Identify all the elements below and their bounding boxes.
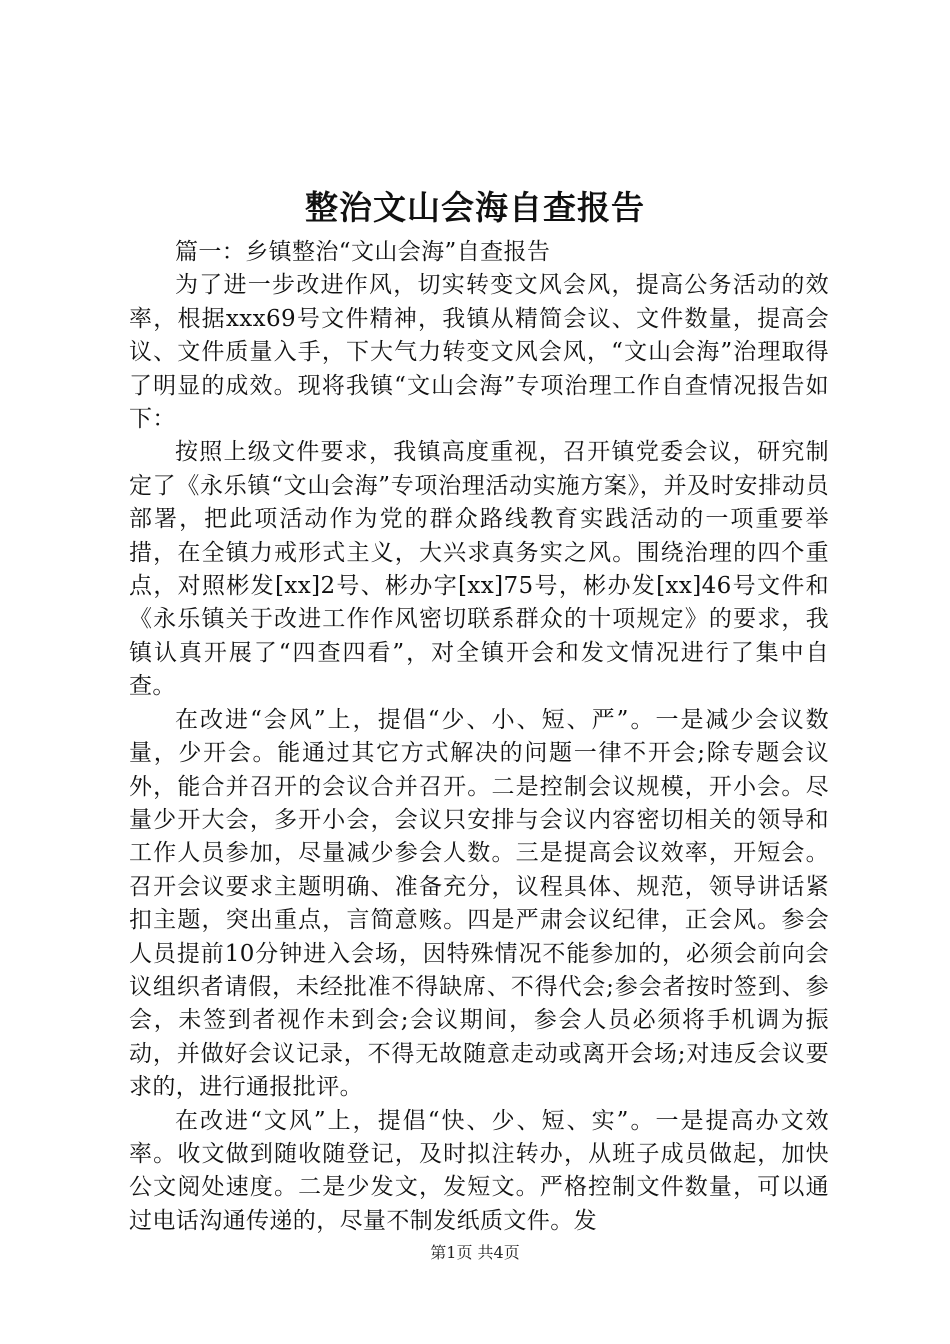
body-paragraph: 在改进“文风”上，提倡“快、少、短、实”。一是提高办文效率。收文做到随收随登记，及时拟注转办，从班子成员做起，加快公文阅处速度。二是少发文，发短文。严格控制文件数量，可以通过电话沟通传递的，尽量不制发纸质文件。发 <box>129 1107 829 1234</box>
body-paragraph: 为了进一步改进作风，切实转变文风会风，提高公务活动的效率，根据xxx69号文件精神，我镇从精简会议、文件数量，提高会议、文件质量入手，下大气力转变文风会风，“文山会海”治理取得了明显的成效。现将我镇“文山会海”专项治理工作自查情况报告如下： <box>129 272 829 433</box>
document-title: 整治文山会海自查报告 <box>305 188 645 227</box>
page-number-footer: 第1页 共4页 <box>430 1243 520 1262</box>
section-heading: 篇一：乡镇整治“文山会海”自查报告 <box>175 239 551 265</box>
body-paragraph: 在改进“会风”上，提倡“少、小、短、严”。一是减少会议数量，少开会。能通过其它方式解决的问题一律不开会;除专题会议外，能合并召开的会议合并召开。二是控制会议规模，开小会。尽量少开大会，多开小会，会议只安排与会议内容密切相关的领导和工作人员参加，尽量减少参会人数。三是提高会议效率，开短会。召开会议要求主题明确、准备充分，议程具体、规范，领导讲话紧扣主题，突出重点，言简意赅。四是严肃会议纪律，正会风。参会人员提前10分钟进入会场，因特殊情况不能参加的，必须会前向会议组织者请假，未经批准不得缺席、不得代会;参会者按时签到、参会，未签到者视作未到会;会议期间，参会人员必须将手机调为振动，并做好会议记录，不得无故随意走动或离开会场;对违反会议要求的，进行通报批评。 <box>129 706 829 1101</box>
body-paragraph: 按照上级文件要求，我镇高度重视，召开镇党委会议，研究制定了《永乐镇“文山会海”专项治理活动实施方案》，并及时安排动员部署，把此项活动作为党的群众路线教育实践活动的一项重要举措，在全镇力戒形式主义，大兴求真务实之风。围绕治理的四个重点，对照彬发[xx]2号、彬办字[xx]75号，彬办发[xx]46号文件和《永乐镇关于改进工作作风密切联系群众的十项规定》的要求，我镇认真开展了“四查四看”，对全镇开会和发文情况进行了集中自查。 <box>129 439 829 700</box>
document-body <box>129 236 829 1238</box>
